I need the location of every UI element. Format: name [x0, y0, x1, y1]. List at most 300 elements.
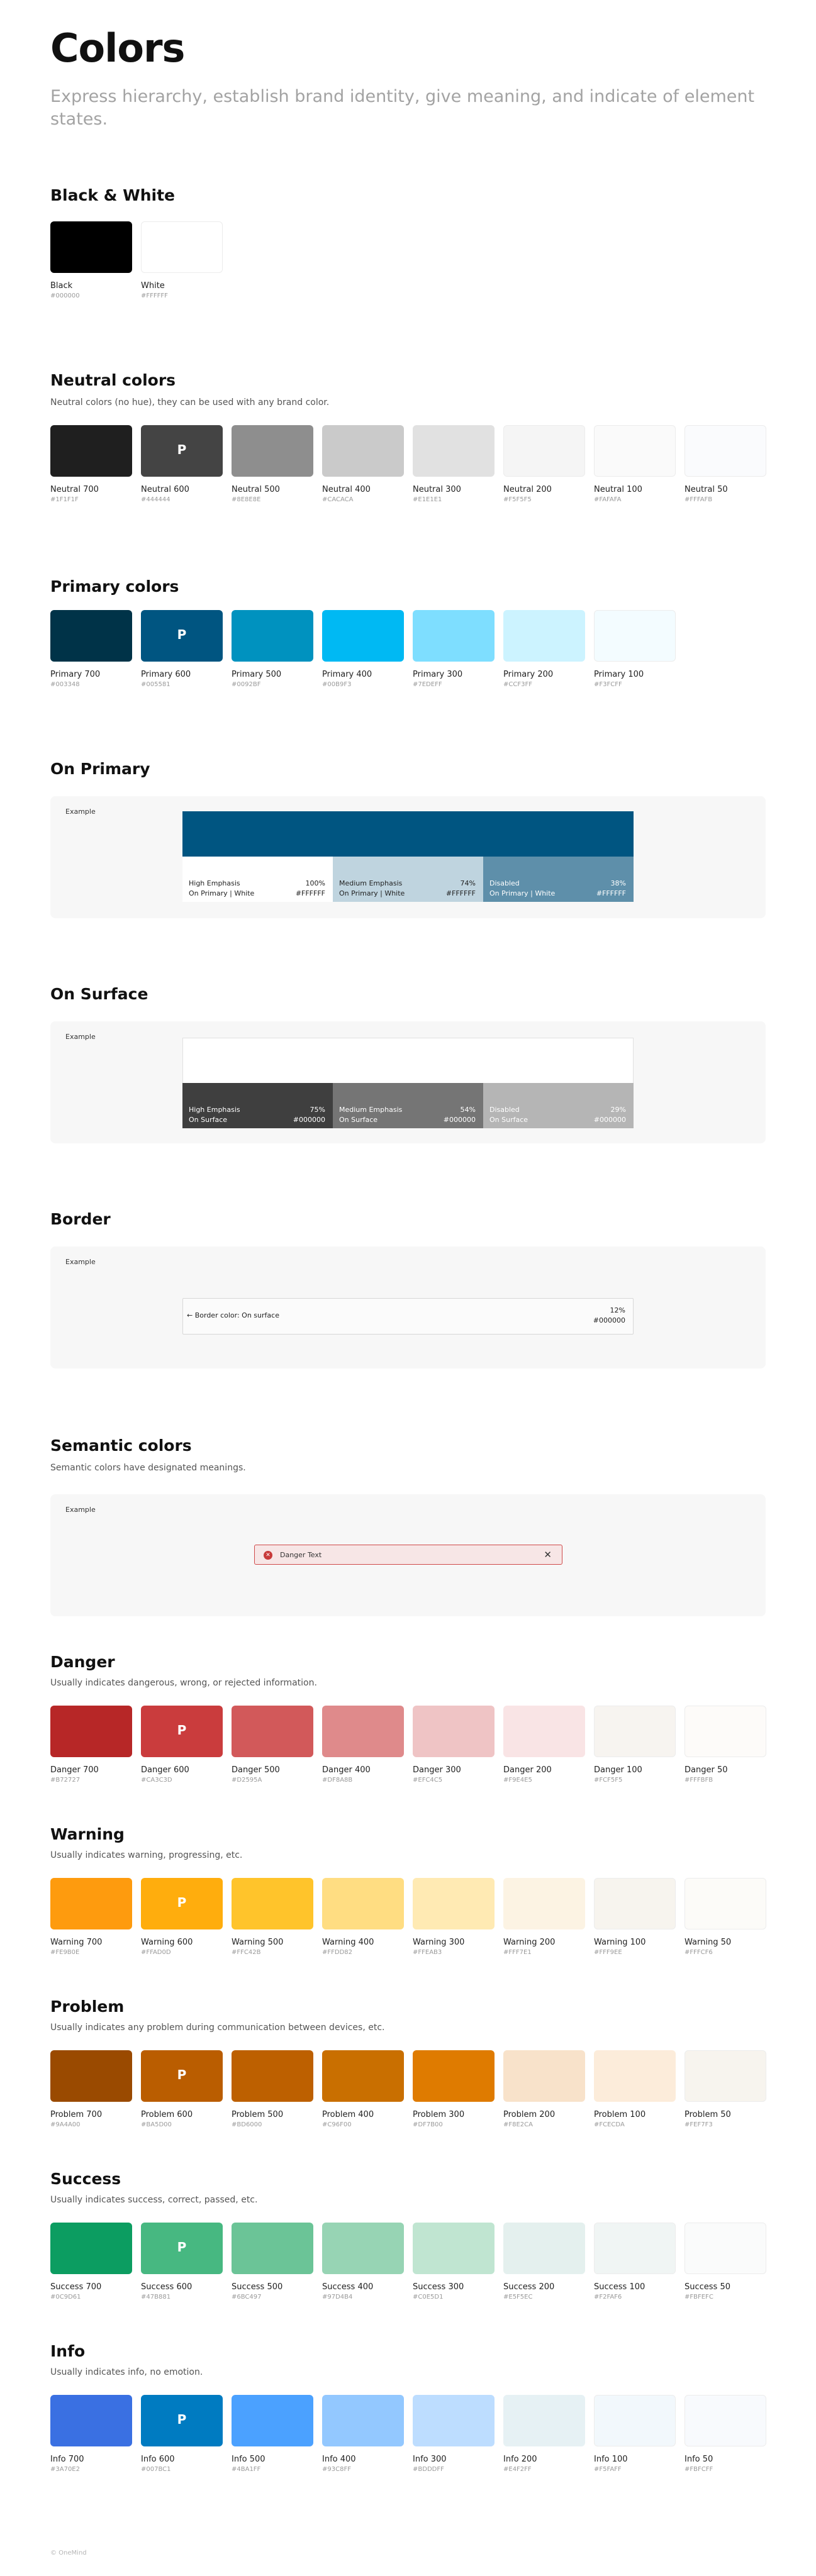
color-swatch — [322, 2050, 404, 2128]
on-primary-panel — [50, 796, 766, 918]
swatch-hex: #444444 — [141, 496, 170, 503]
swatch-name: Warning 400 — [322, 1938, 374, 1947]
swatch-color-box — [413, 1878, 495, 1929]
color-swatch — [322, 610, 404, 688]
swatch-name: White — [141, 281, 165, 291]
swatch-color-box — [232, 2050, 313, 2102]
danger-title: Danger — [50, 1653, 115, 1671]
warning-title: Warning — [50, 1825, 125, 1843]
demo-surface — [182, 1038, 634, 1083]
swatch-hex: #FFC42B — [232, 1949, 261, 1956]
swatch-hex: #1F1F1F — [50, 496, 79, 503]
swatch-color-box — [594, 1706, 676, 1757]
swatch-name: Primary 400 — [322, 670, 372, 679]
color-swatch — [232, 2050, 313, 2128]
swatch-color-box — [685, 2050, 766, 2102]
swatch-color-box — [141, 610, 223, 662]
swatch-color-box — [503, 2223, 585, 2274]
swatch-name: Problem 400 — [322, 2110, 374, 2119]
swatch-color-box — [594, 610, 676, 662]
swatch-hex: #3A70E2 — [50, 2466, 80, 2473]
swatch-color-box — [413, 2223, 495, 2274]
emphasis-hex: #000000 — [293, 1116, 325, 1124]
swatch-name: Warning 300 — [413, 1938, 465, 1947]
swatch-hex: #000000 — [50, 292, 80, 299]
color-swatch — [141, 425, 223, 503]
emphasis-sub: On Primary | White — [339, 889, 405, 897]
problem-title: Problem — [50, 1997, 125, 2016]
swatch-hex: #FBFCFF — [685, 2466, 713, 2473]
swatch-name: Primary 100 — [594, 670, 644, 679]
emphasis-sub: On Surface — [339, 1116, 378, 1124]
swatch-color-box — [322, 2395, 404, 2446]
emphasis-title: High Emphasis — [189, 1106, 240, 1114]
swatch-name: Success 500 — [232, 2282, 283, 2292]
color-swatch — [141, 1878, 223, 1956]
swatch-color-box — [232, 610, 313, 662]
swatch-name: Primary 500 — [232, 670, 282, 679]
swatch-hex: #4BA1FF — [232, 2466, 261, 2473]
emphasis-pct: 29% — [610, 1106, 626, 1114]
swatch-color-box — [141, 221, 223, 273]
color-swatch — [503, 2395, 585, 2473]
color-swatch — [685, 2223, 766, 2301]
emphasis-cell — [182, 1083, 333, 1128]
example-label: Example — [65, 808, 96, 816]
demo-emphasis-row — [182, 857, 634, 902]
swatch-color-box — [322, 610, 404, 662]
swatch-color-box — [322, 425, 404, 477]
swatch-hex: #F3FCFF — [594, 681, 622, 688]
color-swatch — [322, 1878, 404, 1956]
swatch-name: Info 100 — [594, 2455, 628, 2464]
emphasis-hex: #FFFFFF — [295, 889, 325, 897]
swatch-hex: #FFF7E1 — [503, 1949, 532, 1956]
emphasis-title: High Emphasis — [189, 879, 240, 887]
swatch-name: Success 200 — [503, 2282, 555, 2292]
emphasis-hex: #FFFFFF — [596, 889, 626, 897]
swatch-name: Success 100 — [594, 2282, 646, 2292]
color-swatch — [232, 425, 313, 503]
color-swatch — [232, 2395, 313, 2473]
swatch-hex: #FEF7F3 — [685, 2121, 713, 2128]
neutral-desc: Neutral colors (no hue), they can be used with any brand color. — [50, 397, 330, 408]
swatch-color-box — [594, 425, 676, 477]
emphasis-pct: 74% — [460, 879, 476, 887]
color-swatch — [141, 2050, 223, 2128]
swatch-name: Danger 700 — [50, 1765, 99, 1775]
primary-marker: P — [177, 2067, 187, 2082]
success-title: Success — [50, 2170, 121, 2188]
swatch-hex: #C96F00 — [322, 2121, 352, 2128]
primary-marker: P — [177, 442, 187, 457]
swatch-name: Problem 300 — [413, 2110, 465, 2119]
swatch-color-box — [50, 425, 132, 477]
swatch-name: Success 300 — [413, 2282, 464, 2292]
swatch-color-box — [413, 2050, 495, 2102]
swatch-hex: #CACACA — [322, 496, 354, 503]
swatch-name: Danger 50 — [685, 1765, 728, 1775]
color-swatch — [594, 1878, 676, 1956]
swatch-color-box — [503, 1706, 585, 1757]
primary-marker: P — [177, 1723, 187, 1738]
swatch-color-box — [141, 425, 223, 477]
swatch-color-box — [50, 2050, 132, 2102]
swatch-hex: #C0E5D1 — [413, 2294, 444, 2301]
border-title: Border — [50, 1210, 111, 1228]
color-swatch — [232, 1706, 313, 1784]
swatch-name: Neutral 100 — [594, 485, 642, 494]
swatch-color-box — [141, 2395, 223, 2446]
on-surface-title: On Surface — [50, 985, 148, 1003]
swatch-color-box — [322, 1706, 404, 1757]
black-white-title: Black & White — [50, 186, 175, 204]
swatch-name: Primary 200 — [503, 670, 554, 679]
color-swatch — [50, 2050, 132, 2128]
toast-text: Danger Text — [280, 1551, 322, 1559]
color-swatch — [141, 221, 223, 299]
swatch-hex: #FFFFFF — [141, 292, 168, 299]
color-swatch — [50, 2223, 132, 2301]
emphasis-cell — [333, 857, 483, 902]
on-surface-demo — [182, 1038, 634, 1128]
swatch-name: Black — [50, 281, 73, 291]
on-surface-panel — [50, 1021, 766, 1143]
close-icon[interactable]: ✕ — [544, 1549, 552, 1560]
swatch-name: Problem 100 — [594, 2110, 646, 2119]
emphasis-sub: On Surface — [189, 1116, 228, 1124]
swatch-name: Warning 500 — [232, 1938, 284, 1947]
example-label: Example — [65, 1033, 96, 1041]
swatch-hex: #CA3C3D — [141, 1777, 172, 1784]
swatch-name: Primary 600 — [141, 670, 191, 679]
swatch-color-box — [50, 2395, 132, 2446]
swatch-name: Danger 500 — [232, 1765, 280, 1775]
emphasis-pct: 38% — [610, 879, 626, 887]
swatch-color-box — [685, 1706, 766, 1757]
border-panel — [50, 1246, 766, 1368]
swatch-name: Neutral 400 — [322, 485, 371, 494]
swatch-name: Problem 200 — [503, 2110, 556, 2119]
color-swatch — [413, 2395, 495, 2473]
color-swatch — [322, 1706, 404, 1784]
swatch-hex: #00B9F3 — [322, 681, 352, 688]
color-swatch — [232, 2223, 313, 2301]
color-swatch — [594, 2395, 676, 2473]
color-swatch — [322, 2395, 404, 2473]
swatch-color-box — [413, 2395, 495, 2446]
swatch-hex: #F8E2CA — [503, 2121, 533, 2128]
example-label: Example — [65, 1506, 96, 1514]
color-swatch — [141, 2223, 223, 2301]
emphasis-pct: 100% — [305, 879, 325, 887]
emphasis-hex: #FFFFFF — [445, 889, 476, 897]
swatch-color-box — [503, 425, 585, 477]
primary-marker: P — [177, 2240, 187, 2255]
emphasis-sub: On Surface — [489, 1116, 528, 1124]
swatch-color-box — [232, 1878, 313, 1929]
swatch-hex: #9A4A00 — [50, 2121, 81, 2128]
error-icon: ✕ — [264, 1551, 272, 1560]
swatch-name: Info 600 — [141, 2455, 175, 2464]
color-swatch — [50, 1706, 132, 1784]
swatch-hex: #FE9B0E — [50, 1949, 80, 1956]
swatch-color-box — [232, 2395, 313, 2446]
example-label: Example — [65, 1258, 96, 1266]
swatch-color-box — [50, 1878, 132, 1929]
swatch-name: Problem 600 — [141, 2110, 193, 2119]
swatch-name: Neutral 700 — [50, 485, 99, 494]
swatch-color-box — [141, 2223, 223, 2274]
swatch-hex: #6BC497 — [232, 2294, 262, 2301]
color-swatch — [322, 2223, 404, 2301]
info-title: Info — [50, 2342, 86, 2360]
color-swatch — [413, 2223, 495, 2301]
semantic-panel — [50, 1494, 766, 1616]
swatch-color-box — [685, 2395, 766, 2446]
swatch-name: Success 700 — [50, 2282, 102, 2292]
danger-desc: Usually indicates dangerous, wrong, or rejected information. — [50, 1678, 317, 1688]
swatch-color-box — [503, 2050, 585, 2102]
color-swatch — [141, 610, 223, 688]
color-swatch — [50, 610, 132, 688]
swatch-color-box — [685, 425, 766, 477]
swatch-name: Danger 300 — [413, 1765, 461, 1775]
swatch-color-box — [322, 2050, 404, 2102]
swatch-name: Neutral 50 — [685, 485, 728, 494]
swatch-color-box — [50, 2223, 132, 2274]
on-primary-title: On Primary — [50, 760, 150, 778]
swatch-hex: #FFFBFB — [685, 1777, 713, 1784]
color-swatch — [503, 2050, 585, 2128]
danger-toast — [254, 1545, 562, 1565]
swatch-name: Info 700 — [50, 2455, 84, 2464]
color-swatch — [685, 2050, 766, 2128]
swatch-color-box — [141, 2050, 223, 2102]
swatch-name: Neutral 500 — [232, 485, 280, 494]
color-swatch — [503, 610, 585, 688]
color-swatch — [50, 221, 132, 299]
color-swatch — [594, 610, 676, 688]
swatch-hex: #E1E1E1 — [413, 496, 442, 503]
color-swatch — [594, 425, 676, 503]
warning-desc: Usually indicates warning, progressing, etc. — [50, 1850, 243, 1860]
primary-marker: P — [177, 2412, 187, 2427]
emphasis-hex: #000000 — [443, 1116, 476, 1124]
swatch-hex: #EFC4C5 — [413, 1777, 443, 1784]
swatch-hex: #7EDEFF — [413, 681, 442, 688]
swatch-hex: #BDDDFF — [413, 2466, 444, 2473]
swatch-name: Problem 50 — [685, 2110, 731, 2119]
color-swatch — [50, 1878, 132, 1956]
swatch-color-box — [685, 1878, 766, 1929]
semantic-desc: Semantic colors have designated meanings. — [50, 1463, 246, 1473]
primary-marker: P — [177, 1895, 187, 1910]
border-pct: 12% — [610, 1306, 625, 1314]
swatch-name: Primary 300 — [413, 670, 463, 679]
swatch-hex: #93C8FF — [322, 2466, 351, 2473]
demo-surface — [182, 811, 634, 857]
page-title: Colors — [50, 25, 185, 71]
emphasis-title: Medium Emphasis — [339, 1106, 403, 1114]
swatch-name: Danger 100 — [594, 1765, 642, 1775]
color-swatch — [413, 1878, 495, 1956]
swatch-color-box — [685, 2223, 766, 2274]
swatch-hex: #FCF5F5 — [594, 1777, 623, 1784]
color-swatch — [141, 1706, 223, 1784]
page-subtitle: Express hierarchy, establish brand identity, give meaning, and indicate of element states. — [50, 87, 755, 129]
swatch-hex: #BD6000 — [232, 2121, 262, 2128]
swatch-hex: #FCECDA — [594, 2121, 625, 2128]
swatch-color-box — [413, 1706, 495, 1757]
swatch-hex: #FFEAB3 — [413, 1949, 442, 1956]
semantic-title: Semantic colors — [50, 1436, 192, 1455]
swatch-hex: #CCF3FF — [503, 681, 532, 688]
swatch-name: Neutral 200 — [503, 485, 552, 494]
swatch-name: Info 50 — [685, 2455, 713, 2464]
swatch-color-box — [503, 610, 585, 662]
swatch-hex: #FFDD82 — [322, 1949, 353, 1956]
swatch-name: Neutral 300 — [413, 485, 461, 494]
swatch-hex: #003348 — [50, 681, 80, 688]
info-desc: Usually indicates info, no emotion. — [50, 2367, 203, 2377]
swatch-color-box — [322, 2223, 404, 2274]
color-swatch — [503, 1878, 585, 1956]
emphasis-title: Medium Emphasis — [339, 879, 403, 887]
emphasis-pct: 75% — [310, 1106, 325, 1114]
color-swatch — [413, 425, 495, 503]
swatch-hex: #007BC1 — [141, 2466, 171, 2473]
swatch-hex: #97D4B4 — [322, 2294, 353, 2301]
swatch-name: Neutral 600 — [141, 485, 189, 494]
swatch-hex: #FFFCF6 — [685, 1949, 713, 1956]
emphasis-title: Disabled — [489, 879, 520, 887]
swatch-name: Success 600 — [141, 2282, 193, 2292]
swatch-color-box — [232, 1706, 313, 1757]
emphasis-pct: 54% — [460, 1106, 476, 1114]
color-swatch — [413, 610, 495, 688]
emphasis-cell — [483, 857, 634, 902]
swatch-hex: #DF8A8B — [322, 1777, 353, 1784]
swatch-name: Danger 200 — [503, 1765, 552, 1775]
color-swatch — [503, 1706, 585, 1784]
swatch-color-box — [141, 1706, 223, 1757]
border-label: ← Border color: On surface — [187, 1311, 279, 1319]
swatch-hex: #8E8E8E — [232, 496, 261, 503]
swatch-name: Problem 500 — [232, 2110, 284, 2119]
swatch-name: Info 400 — [322, 2455, 356, 2464]
emphasis-sub: On Primary | White — [189, 889, 255, 897]
color-swatch — [322, 425, 404, 503]
swatch-color-box — [50, 610, 132, 662]
swatch-color-box — [503, 1878, 585, 1929]
swatch-hex: #005581 — [141, 681, 170, 688]
swatch-color-box — [594, 2395, 676, 2446]
color-swatch — [685, 1878, 766, 1956]
swatch-name: Info 300 — [413, 2455, 447, 2464]
swatch-hex: #0092BF — [232, 681, 261, 688]
color-swatch — [232, 610, 313, 688]
problem-desc: Usually indicates any problem during communication between devices, etc. — [50, 2023, 385, 2033]
swatch-name: Success 400 — [322, 2282, 374, 2292]
swatch-hex: #F5FAFF — [594, 2466, 622, 2473]
swatch-hex: #47B881 — [141, 2294, 171, 2301]
demo-emphasis-row — [182, 1083, 634, 1128]
emphasis-cell — [483, 1083, 634, 1128]
footer: © OneMind — [50, 2550, 87, 2557]
swatch-name: Info 500 — [232, 2455, 265, 2464]
swatch-hex: #FFAD0D — [141, 1949, 171, 1956]
swatch-hex: #FAFAFA — [594, 496, 622, 503]
emphasis-title: Disabled — [489, 1106, 520, 1114]
swatch-name: Danger 600 — [141, 1765, 189, 1775]
color-swatch — [503, 2223, 585, 2301]
swatch-color-box — [232, 425, 313, 477]
color-swatch — [503, 425, 585, 503]
swatch-color-box — [413, 610, 495, 662]
swatch-hex: #E5F5EC — [503, 2294, 533, 2301]
emphasis-sub: On Primary | White — [489, 889, 556, 897]
swatch-name: Warning 200 — [503, 1938, 556, 1947]
emphasis-cell — [182, 857, 333, 902]
color-swatch — [413, 1706, 495, 1784]
primary-title: Primary colors — [50, 577, 179, 596]
swatch-color-box — [413, 425, 495, 477]
color-swatch — [413, 2050, 495, 2128]
success-desc: Usually indicates success, correct, passed, etc. — [50, 2195, 258, 2205]
swatch-color-box — [594, 2050, 676, 2102]
neutral-title: Neutral colors — [50, 371, 176, 389]
swatch-color-box — [50, 221, 132, 273]
swatch-hex: #F5F5F5 — [503, 496, 532, 503]
emphasis-hex: #000000 — [593, 1116, 626, 1124]
emphasis-cell — [333, 1083, 483, 1128]
color-swatch — [594, 1706, 676, 1784]
border-example-box — [182, 1298, 634, 1335]
swatch-name: Warning 600 — [141, 1938, 193, 1947]
swatch-color-box — [594, 2223, 676, 2274]
swatch-hex: #DF7B00 — [413, 2121, 443, 2128]
swatch-name: Warning 700 — [50, 1938, 103, 1947]
color-swatch — [685, 2395, 766, 2473]
swatch-hex: #FFFAFB — [685, 496, 713, 503]
swatch-hex: #F2FAF6 — [594, 2294, 622, 2301]
swatch-color-box — [50, 1706, 132, 1757]
swatch-hex: #F9E4E5 — [503, 1777, 532, 1784]
swatch-name: Primary 700 — [50, 670, 101, 679]
swatch-hex: #B72727 — [50, 1777, 81, 1784]
swatch-name: Warning 50 — [685, 1938, 732, 1947]
swatch-color-box — [322, 1878, 404, 1929]
swatch-hex: #FBFEFC — [685, 2294, 713, 2301]
on-primary-demo — [182, 811, 634, 902]
border-hex: #000000 — [593, 1316, 625, 1324]
swatch-hex: #BA5D00 — [141, 2121, 172, 2128]
swatch-name: Success 50 — [685, 2282, 731, 2292]
color-swatch — [685, 425, 766, 503]
swatch-hex: #FFF9EE — [594, 1949, 622, 1956]
color-swatch — [594, 2223, 676, 2301]
color-swatch — [50, 2395, 132, 2473]
color-swatch — [594, 2050, 676, 2128]
swatch-color-box — [141, 1878, 223, 1929]
color-swatch — [141, 2395, 223, 2473]
primary-marker: P — [177, 627, 187, 642]
swatch-hex: #0C9D61 — [50, 2294, 81, 2301]
color-swatch — [232, 1878, 313, 1956]
color-swatch — [685, 1706, 766, 1784]
swatch-color-box — [503, 2395, 585, 2446]
